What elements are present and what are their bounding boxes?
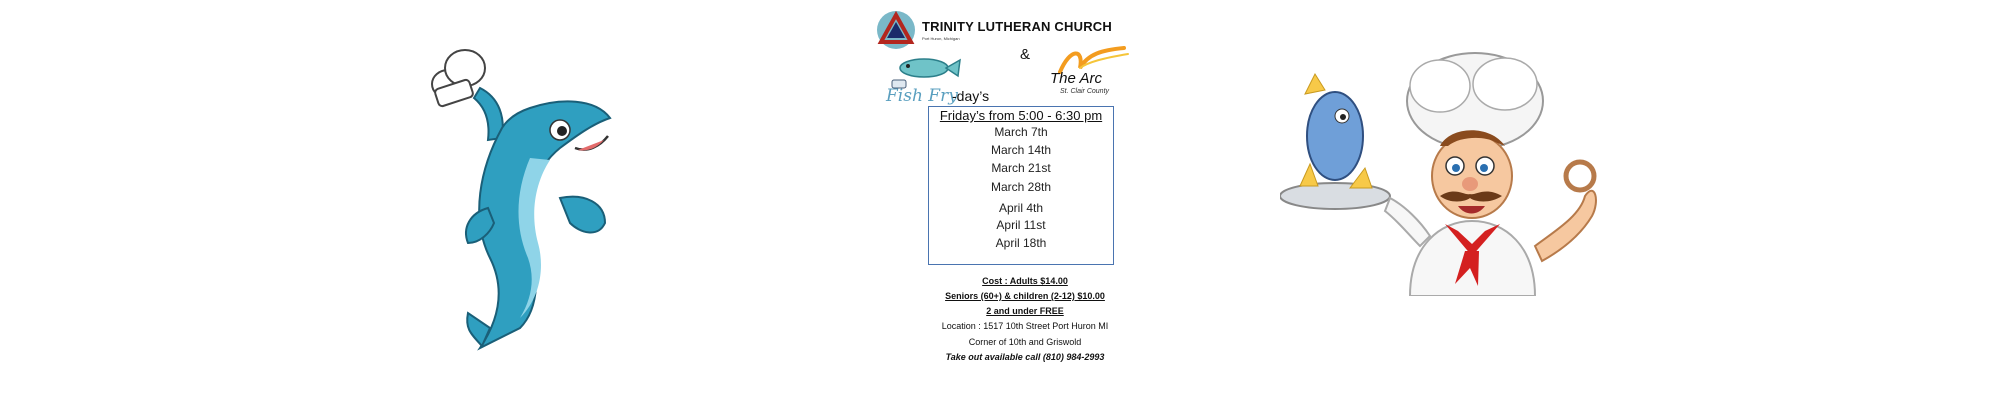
date-item: March 21st xyxy=(991,161,1051,175)
cost-seniors-children: Seniors (60+) & children (2-12) $10.00 xyxy=(945,291,1105,301)
church-logo-icon xyxy=(876,10,916,50)
date-item: April 18th xyxy=(995,236,1047,250)
cartoon-chef-with-fish-icon xyxy=(1280,46,1610,296)
flyer-header xyxy=(876,8,1136,108)
day-suffix: -day’s xyxy=(952,88,990,104)
arc-name: The Arc xyxy=(1050,70,1102,87)
cost-under-2: 2 and under FREE xyxy=(986,306,1064,316)
location: Location : 1517 10th Street Port Huron MI xyxy=(941,321,1109,331)
church-name: TRINITY LUTHERAN CHURCH xyxy=(922,19,1112,34)
schedule-box xyxy=(928,106,1114,265)
takeout-phone: Take out available call (810) 984-2993 xyxy=(945,352,1105,362)
corner: Corner of 10th and Griswold xyxy=(968,337,1082,347)
arc-subtitle: St. Clair County xyxy=(1060,88,1110,95)
date-item: March 14th xyxy=(990,143,1052,157)
date-item: March 7th xyxy=(994,125,1048,139)
cost-adults: Cost : Adults $14.00 xyxy=(982,276,1068,286)
date-item: April 4th xyxy=(998,201,1044,215)
schedule-heading: Friday’s from 5:00 - 6:30 pm xyxy=(939,108,1103,123)
date-item: March 28th xyxy=(990,180,1052,194)
fish-fry-title: Fish Fry xyxy=(886,86,958,106)
church-subtitle: Port Huron, Michigan xyxy=(922,36,960,41)
ampersand: & xyxy=(1020,46,1031,63)
cartoon-fish-chef-icon xyxy=(410,28,640,358)
date-item: April 11st xyxy=(996,218,1046,232)
